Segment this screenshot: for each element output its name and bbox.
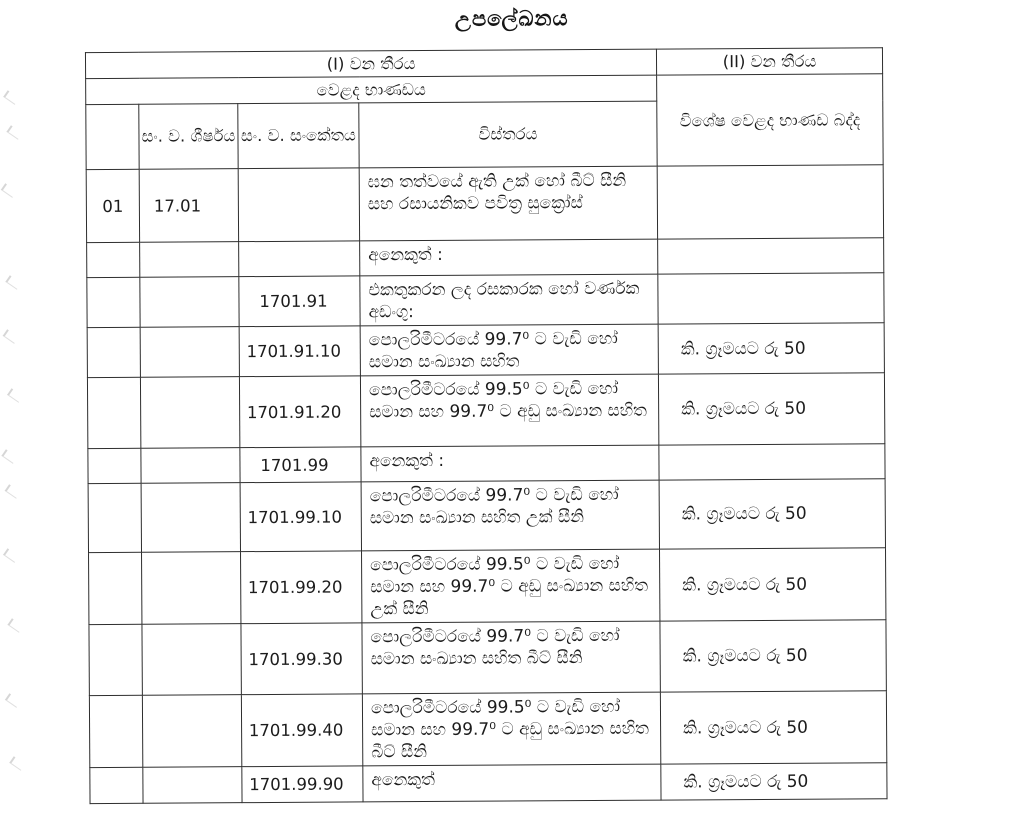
scan-artifact bbox=[5, 484, 21, 499]
row-number-cell bbox=[87, 277, 140, 327]
col-header-hs-code: සං. ව. සංකේතය bbox=[238, 103, 359, 169]
hs-code-cell: 1701.99 bbox=[240, 447, 361, 483]
hs-code-cell: 1701.91 bbox=[239, 276, 360, 327]
row-number-cell bbox=[89, 624, 142, 695]
description-cell: අනෙකුත් : bbox=[361, 445, 659, 482]
hs-heading-cell bbox=[143, 767, 242, 804]
description-cell: පොලරිමීටරයේ 99.7⁰ ට වැඩි හෝ සමාන සංඛ්‍යාන සහිත උක් සීනි bbox=[361, 480, 659, 551]
scan-artifact bbox=[3, 90, 19, 105]
hs-code-cell bbox=[238, 168, 359, 242]
table-row bbox=[87, 238, 884, 278]
trade-goods-header: වෙළද භාණඩය bbox=[86, 75, 657, 104]
duty-cell: කි. ග්‍රෑමයට රු 50 bbox=[659, 479, 885, 549]
duty-cell bbox=[657, 165, 883, 239]
description-cell: පොලරිමීටරයේ 99.5⁰ ට වැඩි හෝ සමාන සහ 99.7⁰ ට අඩු සංඛ්‍යාන සහිත bbox=[360, 374, 658, 447]
hs-code-cell: 1701.99.90 bbox=[242, 766, 363, 803]
hs-heading-cell bbox=[141, 483, 240, 553]
description-cell: පොලරිමීටරයේ 99.5⁰ ට වැඩි හෝ සමාන සහ 99.7⁰ ට අඩු සංඛ්‍යාන සහිත උක් සීනි bbox=[362, 549, 660, 623]
hs-code-cell: 1701.99.10 bbox=[240, 482, 361, 552]
scan-artifact bbox=[7, 388, 23, 403]
duty-cell: කි. ග්‍රෑමයට රු 50 bbox=[660, 620, 886, 692]
hs-heading-cell bbox=[142, 695, 241, 768]
table-row bbox=[89, 548, 886, 625]
description-cell: පොලරිමීටරයේ 99.7⁰ ට වැඩි හෝ සමාන සංඛ්‍යාන සහිත බීට් සීනි bbox=[362, 621, 660, 694]
hs-heading-cell bbox=[140, 277, 239, 328]
description-cell: අනෙකුත් bbox=[363, 764, 661, 802]
duty-cell: කි. ග්‍රෑමයට රු 50 bbox=[660, 548, 886, 621]
hs-heading-cell bbox=[142, 552, 241, 625]
duty-cell: කි. ග්‍රෑමයට රු 50 bbox=[661, 763, 887, 800]
scan-artifact bbox=[5, 693, 21, 708]
row-number-cell: 01 bbox=[86, 169, 139, 242]
description-cell: එකතුකරන ලද රසකාරක හෝ වර්ණක අඩංගු: bbox=[360, 274, 658, 326]
column-group-2-header: (II) වන තීරය bbox=[656, 48, 882, 75]
hs-heading-cell: 17.01 bbox=[139, 169, 238, 243]
table-row bbox=[87, 323, 884, 378]
row-number-cell bbox=[88, 483, 141, 552]
hs-code-cell bbox=[239, 241, 360, 277]
scan-artifact bbox=[6, 125, 22, 140]
scan-artifact bbox=[3, 548, 19, 563]
hs-code-cell: 1701.91.20 bbox=[239, 376, 360, 448]
special-commodity-levy-header: විශේෂ වෙළද භාණඩ බද්ද bbox=[657, 74, 884, 166]
table-row bbox=[87, 373, 884, 449]
description-cell: පොලරිමීටරයේ 99.7⁰ ට වැඩි හෝ සමාන සංඛ්‍යාන සහිත bbox=[360, 324, 658, 376]
scan-artifact bbox=[5, 275, 21, 290]
hs-code-cell: 1701.91.10 bbox=[239, 326, 360, 377]
duty-cell bbox=[658, 238, 884, 274]
scan-artifact bbox=[1, 449, 17, 464]
hs-heading-cell bbox=[140, 327, 239, 378]
page-title: උපලේඛනය bbox=[454, 6, 569, 31]
table-row bbox=[89, 620, 886, 696]
description-cell: ඝන තත්වයේ ඇති උක් හෝ බීට් සීනි සහ රසායනිකව පවිත්‍ර සුක්‍රෝස් bbox=[359, 166, 657, 241]
hs-code-cell: 1701.99.20 bbox=[241, 551, 362, 624]
row-number-cell bbox=[88, 448, 141, 483]
col-header-empty bbox=[86, 104, 139, 169]
col-header-description: විස්තරය bbox=[359, 101, 657, 168]
scan-artifact bbox=[1, 183, 17, 198]
row-number-cell bbox=[87, 377, 140, 448]
hs-heading-cell bbox=[142, 624, 241, 696]
tariff-schedule-table bbox=[85, 47, 888, 804]
table-row bbox=[86, 165, 883, 243]
hs-code-cell: 1701.99.40 bbox=[241, 694, 362, 767]
column-group-1-header: (I) වන තීරය bbox=[85, 49, 656, 78]
row-number-cell bbox=[87, 242, 140, 277]
description-cell: අනෙකුත් : bbox=[360, 239, 658, 276]
hs-heading-cell bbox=[141, 448, 240, 484]
duty-cell bbox=[658, 273, 884, 324]
hs-heading-cell bbox=[140, 242, 239, 278]
duty-cell: කි. ග්‍රෑමයට රු 50 bbox=[658, 373, 884, 445]
duty-cell bbox=[659, 444, 885, 480]
row-number-cell bbox=[89, 552, 142, 624]
col-header-hs-heading: සං. ව. ශීර්ෂය bbox=[139, 104, 238, 170]
row-number-cell bbox=[87, 327, 140, 377]
table-row bbox=[87, 273, 884, 328]
row-number-cell bbox=[89, 695, 142, 767]
scan-artifact bbox=[3, 329, 19, 344]
hs-code-cell: 1701.99.30 bbox=[241, 623, 362, 695]
duty-cell: කි. ග්‍රෑමයට රු 50 bbox=[660, 691, 886, 764]
header-row-trade-goods bbox=[86, 74, 883, 105]
scan-artifact bbox=[9, 756, 25, 771]
table-row bbox=[90, 763, 887, 804]
table-body bbox=[86, 165, 887, 804]
table-row bbox=[88, 444, 885, 484]
table-row bbox=[88, 479, 885, 553]
duty-cell: කි. ග්‍රෑමයට රු 50 bbox=[658, 323, 884, 374]
row-number-cell bbox=[90, 767, 143, 803]
table-row bbox=[89, 691, 886, 768]
scan-artifact bbox=[7, 618, 23, 633]
hs-heading-cell bbox=[140, 377, 239, 449]
description-cell: පොලරිමීටරයේ 99.5⁰ ට වැඩි හෝ සමාන සහ 99.7⁰ ට අඩු සංඛ්‍යාන සහිත බීට් සීනි bbox=[362, 692, 660, 766]
